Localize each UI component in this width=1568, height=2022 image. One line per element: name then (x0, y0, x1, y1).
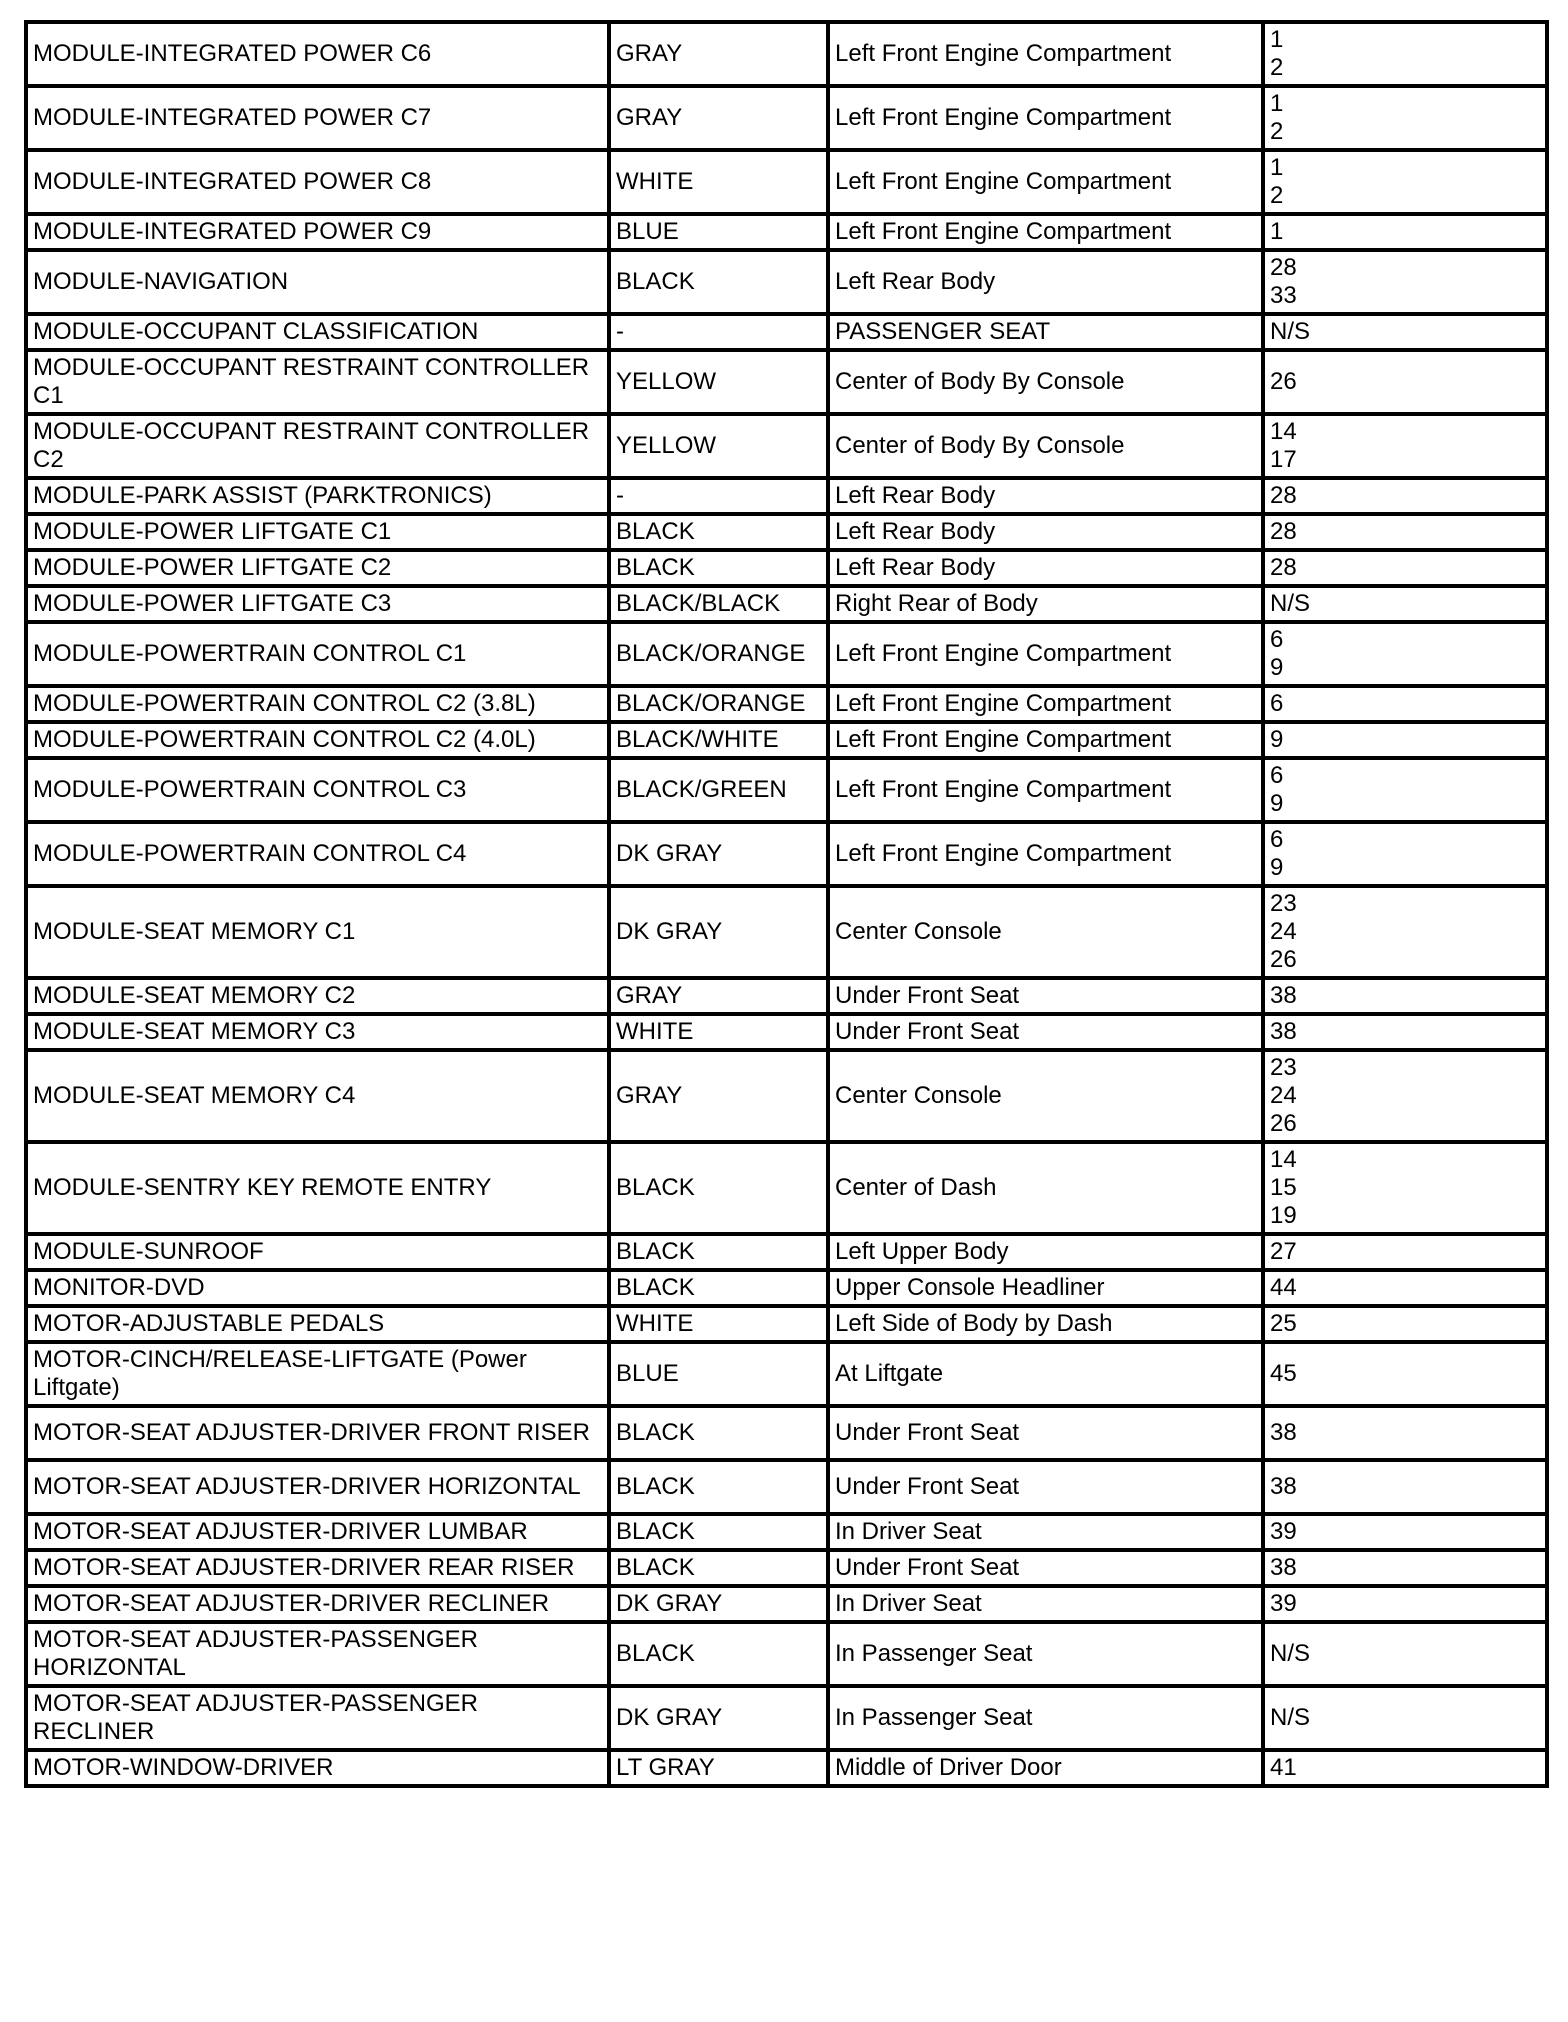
component-name-cell: MODULE-SEAT MEMORY C1 (26, 886, 609, 978)
figure-number: 14 (1270, 418, 1297, 445)
location-cell: Left Front Engine Compartment (828, 686, 1263, 722)
table-row (26, 1586, 1547, 1622)
figure-number-cell (1263, 622, 1547, 686)
connector-color-cell: DK GRAY (609, 1686, 828, 1750)
connector-color-cell: DK GRAY (609, 822, 828, 886)
table-row (26, 1514, 1547, 1550)
location-cell: Left Rear Body (828, 514, 1263, 550)
figure-number: 9 (1270, 854, 1284, 881)
component-name-cell: MODULE-PARK ASSIST (PARKTRONICS) (26, 478, 609, 514)
figure-number-cell (1263, 722, 1547, 758)
location-cell: PASSENGER SEAT (828, 314, 1263, 350)
component-name-cell: MOTOR-SEAT ADJUSTER-PASSENGER RECLINER (26, 1686, 609, 1750)
connector-color-cell: GRAY (609, 1050, 828, 1142)
table-row (26, 1750, 1547, 1786)
figure-number: 26 (1270, 946, 1297, 973)
figure-number: 1 (1270, 218, 1284, 245)
connector-color-cell: BLACK (609, 1622, 828, 1686)
location-cell: Left Upper Body (828, 1234, 1263, 1270)
connector-color-cell: BLACK (609, 1514, 828, 1550)
figure-number-cell (1263, 586, 1547, 622)
figure-number: 33 (1270, 282, 1297, 309)
figure-number: 27 (1270, 1238, 1297, 1265)
table-row (26, 214, 1547, 250)
location-cell: Left Front Engine Compartment (828, 622, 1263, 686)
component-name-cell: MODULE-SEAT MEMORY C4 (26, 1050, 609, 1142)
table-row (26, 1142, 1547, 1234)
figure-number-cell (1263, 314, 1547, 350)
component-name-cell: MOTOR-ADJUSTABLE PEDALS (26, 1306, 609, 1342)
table-row (26, 822, 1547, 886)
connector-color-cell: BLACK/GREEN (609, 758, 828, 822)
figure-number: 26 (1270, 368, 1297, 395)
connector-color-cell: BLACK (609, 1270, 828, 1306)
figure-number-cell (1263, 1050, 1547, 1142)
component-name-cell: MOTOR-SEAT ADJUSTER-DRIVER FRONT RISER (26, 1406, 609, 1460)
table-row (26, 1460, 1547, 1514)
component-name-cell: MODULE-OCCUPANT RESTRAINT CONTROLLER C2 (26, 414, 609, 478)
table-row (26, 886, 1547, 978)
table-row (26, 686, 1547, 722)
figure-number: 9 (1270, 654, 1284, 681)
figure-number: 1 (1270, 90, 1284, 117)
location-cell: In Driver Seat (828, 1514, 1263, 1550)
table-row (26, 1550, 1547, 1586)
location-cell: Left Front Engine Compartment (828, 86, 1263, 150)
table-row (26, 1342, 1547, 1406)
figure-number: 38 (1270, 1473, 1297, 1500)
connector-color-cell: GRAY (609, 22, 828, 86)
location-cell: Left Rear Body (828, 478, 1263, 514)
connector-color-cell: BLACK (609, 1460, 828, 1514)
component-name-cell: MODULE-INTEGRATED POWER C9 (26, 214, 609, 250)
figure-number: 24 (1270, 918, 1297, 945)
figure-number-cell (1263, 1270, 1547, 1306)
figure-number: 17 (1270, 446, 1297, 473)
component-name-cell: MODULE-SENTRY KEY REMOTE ENTRY (26, 1142, 609, 1234)
figure-number: 24 (1270, 1082, 1297, 1109)
location-cell: Left Rear Body (828, 550, 1263, 586)
component-name-cell: MODULE-SUNROOF (26, 1234, 609, 1270)
connector-color-cell: BLUE (609, 1342, 828, 1406)
location-cell: Under Front Seat (828, 1460, 1263, 1514)
component-name-cell: MODULE-OCCUPANT RESTRAINT CONTROLLER C1 (26, 350, 609, 414)
location-cell: Left Front Engine Compartment (828, 722, 1263, 758)
location-cell: Center of Body By Console (828, 350, 1263, 414)
figure-number: 38 (1270, 1018, 1297, 1045)
connector-color-cell: GRAY (609, 86, 828, 150)
figure-number-cell (1263, 886, 1547, 978)
figure-number: 39 (1270, 1590, 1297, 1617)
figure-number-cell (1263, 1406, 1547, 1460)
figure-number: 38 (1270, 1419, 1297, 1446)
figure-number: N/S (1270, 1704, 1311, 1731)
location-cell: In Passenger Seat (828, 1686, 1263, 1750)
connector-color-cell: BLACK/BLACK (609, 586, 828, 622)
figure-number: 19 (1270, 1202, 1297, 1229)
component-name-cell: MODULE-NAVIGATION (26, 250, 609, 314)
figure-number: 9 (1270, 790, 1284, 817)
connector-color-cell: BLACK (609, 1406, 828, 1460)
figure-number: 1 (1270, 154, 1284, 181)
table-row (26, 350, 1547, 414)
location-cell: Under Front Seat (828, 1014, 1263, 1050)
component-name-cell: MOTOR-SEAT ADJUSTER-DRIVER HORIZONTAL (26, 1460, 609, 1514)
connector-color-cell: GRAY (609, 978, 828, 1014)
connector-color-cell: YELLOW (609, 350, 828, 414)
figure-number: 39 (1270, 1518, 1297, 1545)
component-name-cell: MODULE-POWER LIFTGATE C2 (26, 550, 609, 586)
location-cell: Left Front Engine Compartment (828, 822, 1263, 886)
component-name-cell: MOTOR-SEAT ADJUSTER-PASSENGER HORIZONTAL (26, 1622, 609, 1686)
connector-color-cell: BLACK (609, 550, 828, 586)
figure-number-cell (1263, 1014, 1547, 1050)
figure-number-cell (1263, 22, 1547, 86)
table-row (26, 758, 1547, 822)
location-cell: Under Front Seat (828, 1406, 1263, 1460)
figure-number-cell (1263, 478, 1547, 514)
location-cell: Center of Body By Console (828, 414, 1263, 478)
component-name-cell: MODULE-INTEGRATED POWER C6 (26, 22, 609, 86)
location-cell: Left Rear Body (828, 250, 1263, 314)
figure-number: 23 (1270, 1054, 1297, 1081)
figure-number: 38 (1270, 982, 1297, 1009)
component-name-cell: MOTOR-SEAT ADJUSTER-DRIVER REAR RISER (26, 1550, 609, 1586)
location-cell: Under Front Seat (828, 1550, 1263, 1586)
figure-number-cell (1263, 1460, 1547, 1514)
figure-number: 1 (1270, 26, 1284, 53)
location-cell: Left Front Engine Compartment (828, 214, 1263, 250)
figure-number: 28 (1270, 554, 1297, 581)
figure-number-cell (1263, 214, 1547, 250)
table-row (26, 86, 1547, 150)
figure-number: N/S (1270, 318, 1311, 345)
figure-number: 45 (1270, 1360, 1297, 1387)
location-cell: Upper Console Headliner (828, 1270, 1263, 1306)
connector-color-cell: - (609, 314, 828, 350)
figure-number-cell (1263, 414, 1547, 478)
figure-number-cell (1263, 1586, 1547, 1622)
table-row (26, 722, 1547, 758)
figure-number: 9 (1270, 726, 1284, 753)
location-cell: Left Front Engine Compartment (828, 22, 1263, 86)
component-name-cell: MODULE-SEAT MEMORY C2 (26, 978, 609, 1014)
connector-location-table (24, 20, 1549, 1788)
component-name-cell: MODULE-SEAT MEMORY C3 (26, 1014, 609, 1050)
connector-color-cell: BLACK (609, 1142, 828, 1234)
connector-color-cell: WHITE (609, 1306, 828, 1342)
component-name-cell: MODULE-POWERTRAIN CONTROL C2 (3.8L) (26, 686, 609, 722)
component-name-cell: MODULE-INTEGRATED POWER C7 (26, 86, 609, 150)
table-row (26, 1050, 1547, 1142)
figure-number: 6 (1270, 826, 1284, 853)
location-cell: Left Side of Body by Dash (828, 1306, 1263, 1342)
figure-number: 2 (1270, 54, 1284, 81)
table-row (26, 1270, 1547, 1306)
location-cell: Center Console (828, 1050, 1263, 1142)
figure-number: 6 (1270, 690, 1284, 717)
location-cell: Right Rear of Body (828, 586, 1263, 622)
figure-number-cell (1263, 150, 1547, 214)
figure-number-cell (1263, 514, 1547, 550)
figure-number-cell (1263, 1686, 1547, 1750)
table-row (26, 1234, 1547, 1270)
figure-number: 6 (1270, 626, 1284, 653)
component-name-cell: MODULE-POWERTRAIN CONTROL C2 (4.0L) (26, 722, 609, 758)
location-cell: Center Console (828, 886, 1263, 978)
connector-color-cell: BLACK/ORANGE (609, 622, 828, 686)
component-name-cell: MODULE-POWERTRAIN CONTROL C3 (26, 758, 609, 822)
table-body (26, 22, 1547, 1786)
figure-number-cell (1263, 1514, 1547, 1550)
connector-color-cell: BLACK/WHITE (609, 722, 828, 758)
connector-color-cell: BLACK (609, 514, 828, 550)
component-name-cell: MODULE-OCCUPANT CLASSIFICATION (26, 314, 609, 350)
component-name-cell: MONITOR-DVD (26, 1270, 609, 1306)
figure-number-cell (1263, 1306, 1547, 1342)
table-row (26, 978, 1547, 1014)
figure-number: 28 (1270, 482, 1297, 509)
connector-color-cell: DK GRAY (609, 886, 828, 978)
table-row (26, 1406, 1547, 1460)
figure-number: 2 (1270, 118, 1284, 145)
connector-color-cell: BLACK/ORANGE (609, 686, 828, 722)
figure-number: 26 (1270, 1110, 1297, 1137)
location-cell: Under Front Seat (828, 978, 1263, 1014)
table-row (26, 1686, 1547, 1750)
table-row (26, 22, 1547, 86)
table-row (26, 622, 1547, 686)
table-row (26, 1622, 1547, 1686)
table-row (26, 1306, 1547, 1342)
figure-number-cell (1263, 978, 1547, 1014)
location-cell: Left Front Engine Compartment (828, 150, 1263, 214)
table-row (26, 586, 1547, 622)
figure-number: 15 (1270, 1174, 1297, 1201)
location-cell: Left Front Engine Compartment (828, 758, 1263, 822)
location-cell: Middle of Driver Door (828, 1750, 1263, 1786)
table-row (26, 478, 1547, 514)
location-cell: In Driver Seat (828, 1586, 1263, 1622)
component-name-cell: MODULE-POWER LIFTGATE C3 (26, 586, 609, 622)
component-name-cell: MODULE-INTEGRATED POWER C8 (26, 150, 609, 214)
table-row (26, 250, 1547, 314)
figure-number-cell (1263, 1622, 1547, 1686)
figure-number: N/S (1270, 590, 1311, 617)
figure-number: 2 (1270, 182, 1284, 209)
figure-number-cell (1263, 86, 1547, 150)
connector-color-cell: - (609, 478, 828, 514)
component-name-cell: MOTOR-SEAT ADJUSTER-DRIVER RECLINER (26, 1586, 609, 1622)
table-row (26, 414, 1547, 478)
figure-number: 41 (1270, 1754, 1297, 1781)
figure-number: 28 (1270, 254, 1297, 281)
figure-number-cell (1263, 1750, 1547, 1786)
component-name-cell: MOTOR-SEAT ADJUSTER-DRIVER LUMBAR (26, 1514, 609, 1550)
connector-color-cell: YELLOW (609, 414, 828, 478)
connector-color-cell: BLUE (609, 214, 828, 250)
figure-number-cell (1263, 1342, 1547, 1406)
component-name-cell: MOTOR-WINDOW-DRIVER (26, 1750, 609, 1786)
location-cell: In Passenger Seat (828, 1622, 1263, 1686)
figure-number-cell (1263, 1142, 1547, 1234)
figure-number: 44 (1270, 1274, 1297, 1301)
connector-color-cell: DK GRAY (609, 1586, 828, 1622)
component-name-cell: MOTOR-CINCH/RELEASE-LIFTGATE (Power Liftgate) (26, 1342, 609, 1406)
figure-number-cell (1263, 686, 1547, 722)
figure-number: 25 (1270, 1310, 1297, 1337)
figure-number: 38 (1270, 1554, 1297, 1581)
figure-number-cell (1263, 550, 1547, 586)
connector-color-cell: LT GRAY (609, 1750, 828, 1786)
table-row (26, 550, 1547, 586)
figure-number-cell (1263, 1550, 1547, 1586)
table-row (26, 514, 1547, 550)
location-cell: Center of Dash (828, 1142, 1263, 1234)
figure-number: 28 (1270, 518, 1297, 545)
figure-number-cell (1263, 822, 1547, 886)
location-cell: At Liftgate (828, 1342, 1263, 1406)
connector-color-cell: BLACK (609, 1234, 828, 1270)
component-name-cell: MODULE-POWERTRAIN CONTROL C1 (26, 622, 609, 686)
figure-number: 6 (1270, 762, 1284, 789)
figure-number: 14 (1270, 1146, 1297, 1173)
component-name-cell: MODULE-POWER LIFTGATE C1 (26, 514, 609, 550)
figure-number-cell (1263, 350, 1547, 414)
component-name-cell: MODULE-POWERTRAIN CONTROL C4 (26, 822, 609, 886)
table-row (26, 1014, 1547, 1050)
connector-color-cell: WHITE (609, 1014, 828, 1050)
connector-color-cell: BLACK (609, 250, 828, 314)
figure-number-cell (1263, 250, 1547, 314)
connector-color-cell: BLACK (609, 1550, 828, 1586)
table-row (26, 150, 1547, 214)
figure-number: 23 (1270, 890, 1297, 917)
figure-number: N/S (1270, 1640, 1311, 1667)
figure-number-cell (1263, 758, 1547, 822)
connector-color-cell: WHITE (609, 150, 828, 214)
table-row (26, 314, 1547, 350)
figure-number-cell (1263, 1234, 1547, 1270)
